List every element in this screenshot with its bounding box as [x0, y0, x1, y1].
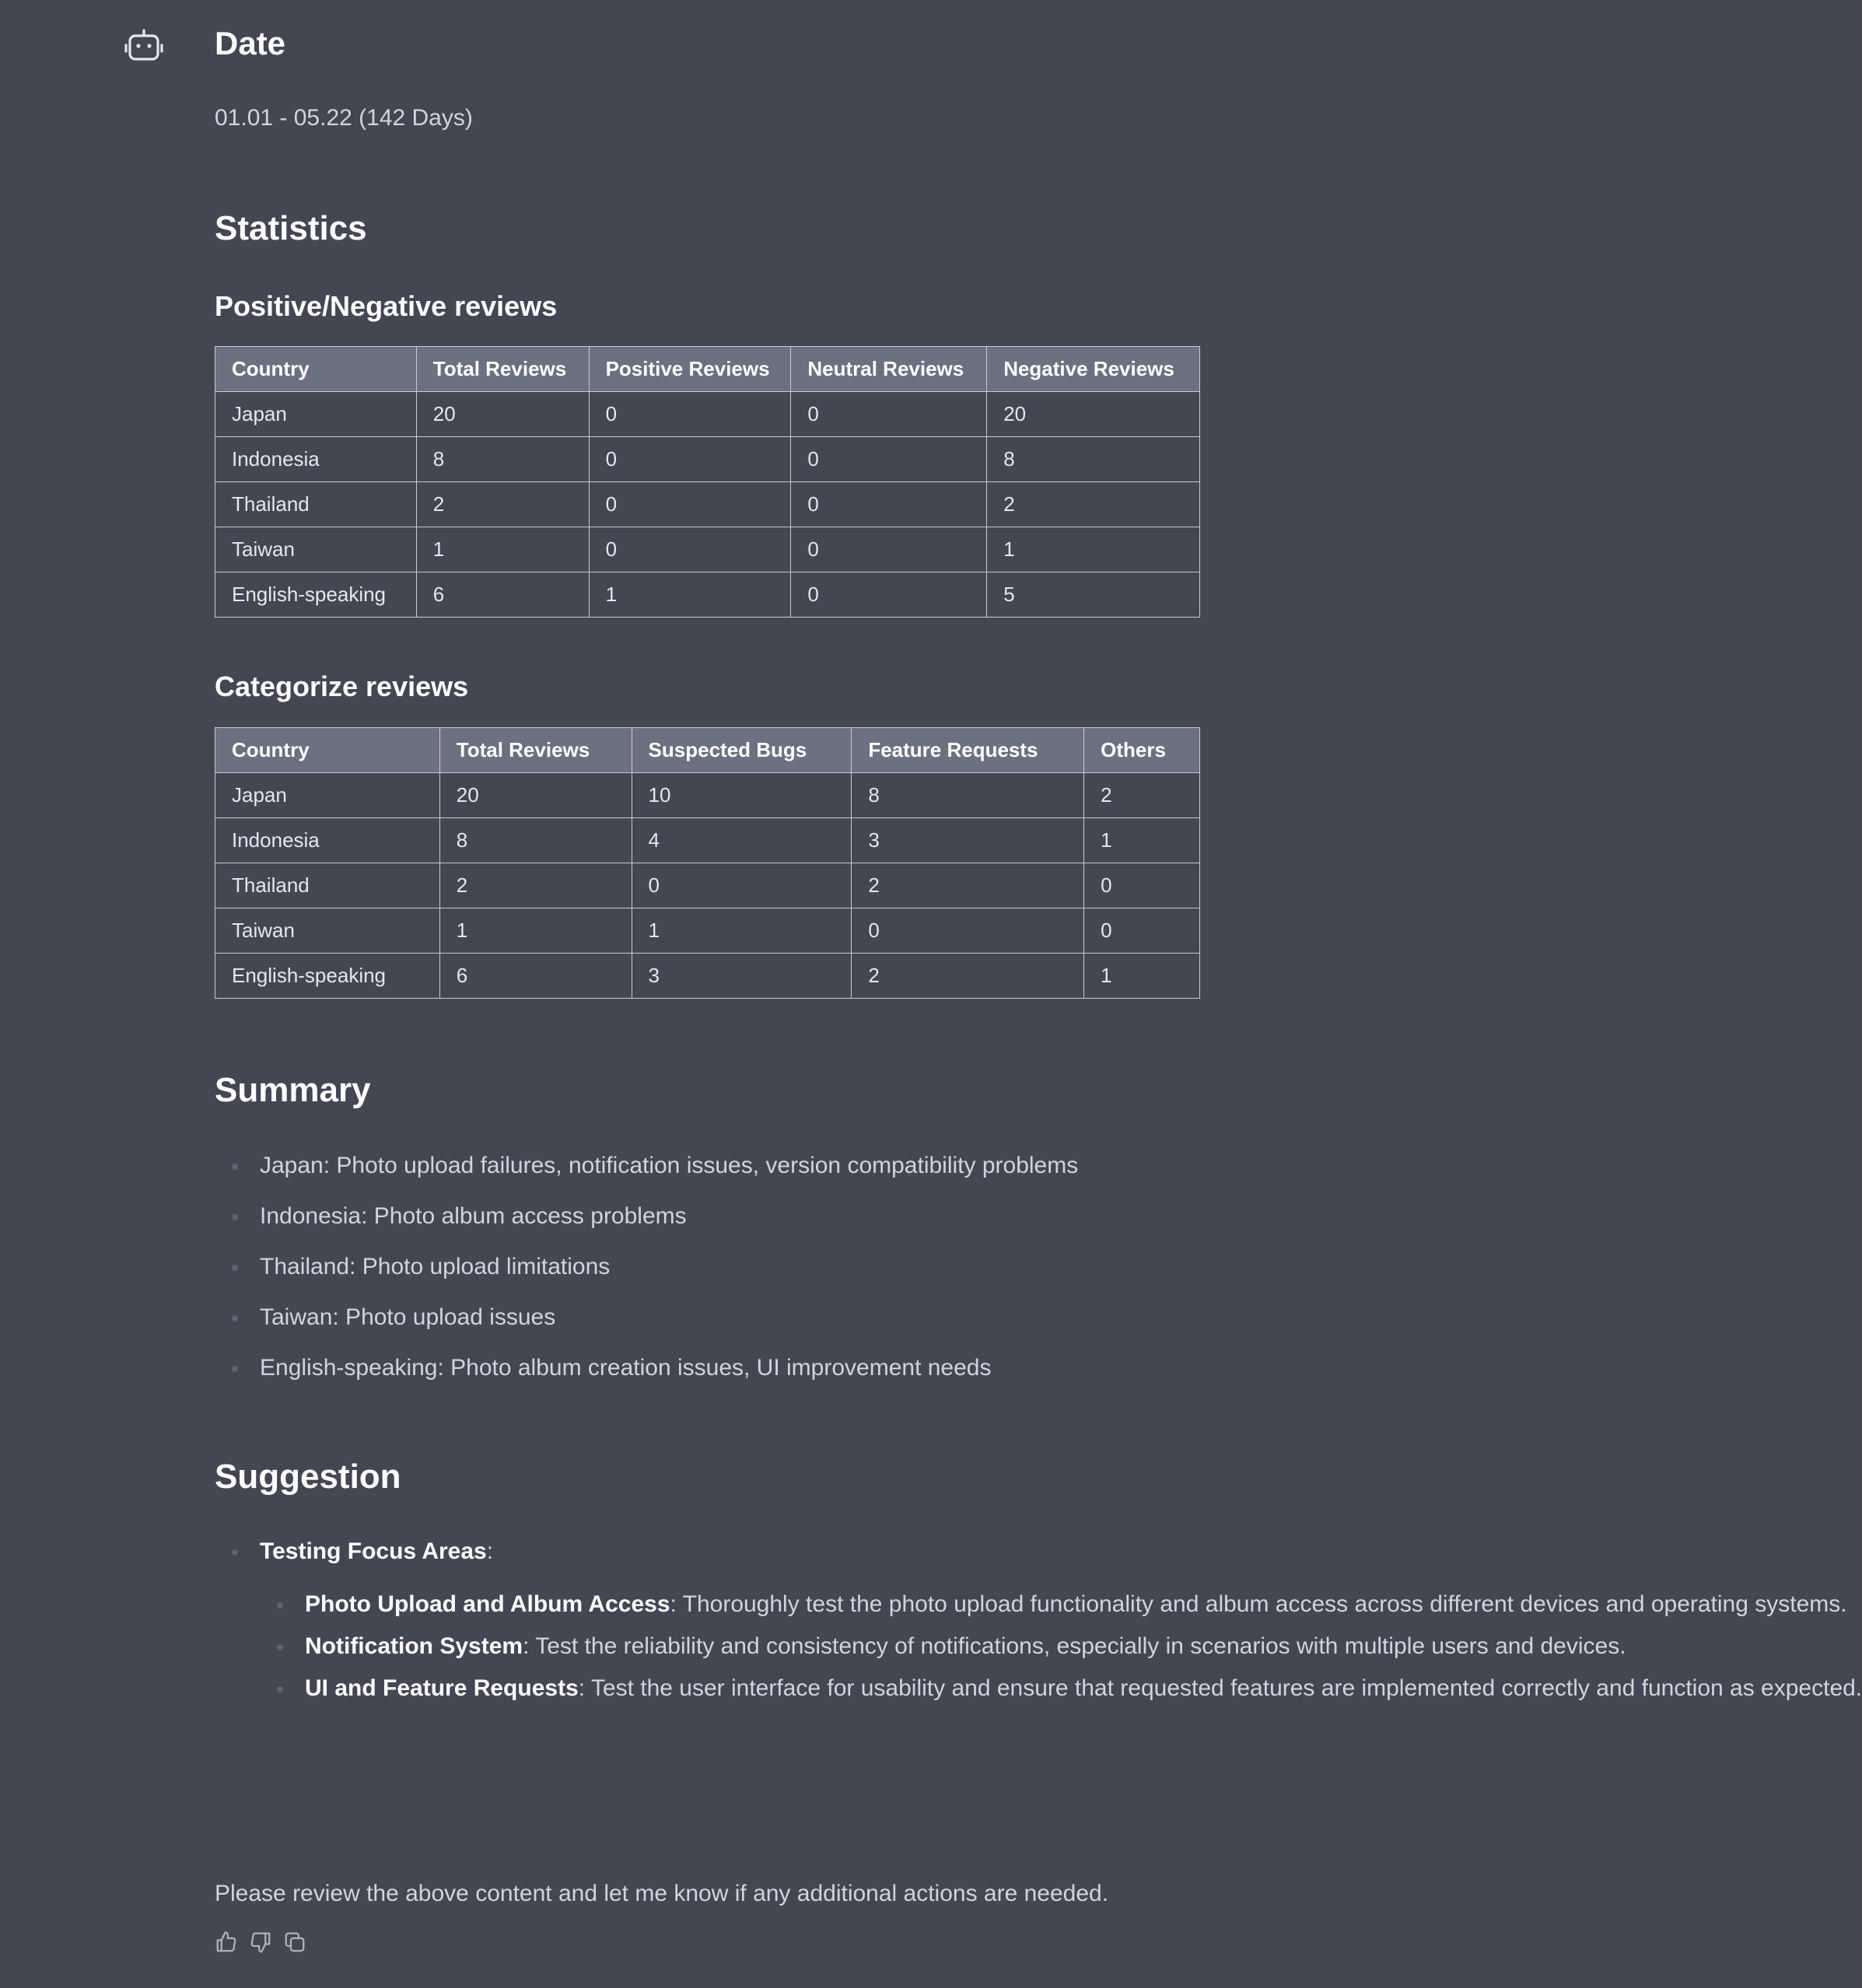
list-item: [215, 1536, 1862, 1704]
focus-item-text: : Thoroughly test the photo upload functionality and album access across different devices and operating systems.: [670, 1591, 1847, 1617]
list-item: [260, 1589, 1847, 1620]
focus-item-label: Notification System: [305, 1633, 523, 1659]
sentiment-table: [215, 346, 1200, 618]
table-cell: 3: [852, 818, 1084, 863]
table-cell: 3: [632, 954, 852, 999]
table-row: [215, 863, 1200, 908]
table-cell: Taiwan: [215, 527, 417, 572]
table-cell: 20: [416, 392, 589, 437]
list-item: [260, 1631, 1626, 1662]
table-cell: 0: [589, 392, 791, 437]
suggestion-list: [215, 1536, 1862, 1715]
table-row: [215, 482, 1200, 527]
focus-item-label: UI and Feature Requests: [305, 1675, 579, 1701]
table-cell: 1: [1084, 954, 1200, 999]
copy-icon[interactable]: [283, 1930, 306, 1954]
table-cell: 6: [439, 954, 632, 999]
table-cell: 0: [791, 482, 987, 527]
table-cell: 8: [852, 773, 1084, 818]
column-header: Feature Requests: [852, 728, 1084, 773]
table-cell: English-speaking: [215, 572, 417, 618]
table-cell: Thailand: [215, 863, 440, 908]
table-cell: 20: [439, 773, 632, 818]
column-header: Others: [1084, 728, 1200, 773]
table-cell: 8: [439, 818, 632, 863]
table-cell: 2: [1084, 773, 1200, 818]
table-cell: 5: [987, 572, 1200, 618]
table-cell: Taiwan: [215, 908, 440, 954]
focus-areas-colon: :: [486, 1538, 494, 1564]
table-cell: 0: [1084, 863, 1200, 908]
table-row: [215, 392, 1200, 437]
table-cell: 0: [589, 527, 791, 572]
column-header: Country: [215, 347, 417, 392]
table-cell: Japan: [215, 392, 417, 437]
table-cell: 2: [852, 954, 1084, 999]
table-cell: 4: [632, 818, 852, 863]
date-range: 01.01 - 05.22 (142 Days): [215, 105, 473, 131]
table-cell: 1: [589, 572, 791, 618]
table-cell: 0: [1084, 908, 1200, 954]
focus-item-text: : Test the user interface for usability and ensure that requested features are implemented correctly and function as expected.: [578, 1675, 1862, 1701]
categories-table: [215, 727, 1200, 999]
table-row: [215, 527, 1200, 572]
focus-areas-label: Testing Focus Areas: [260, 1538, 487, 1564]
robot-icon: [124, 28, 163, 62]
list-item: English-speaking: Photo album creation issues, UI improvement needs: [215, 1353, 1202, 1384]
table-cell: 0: [589, 482, 791, 527]
column-header: Country: [215, 728, 440, 773]
table-cell: 1: [1084, 818, 1200, 863]
list-item: Taiwan: Photo upload issues: [215, 1302, 1202, 1333]
focus-areas-list: [260, 1589, 1862, 1704]
column-header: Positive Reviews: [589, 347, 791, 392]
table-cell: 6: [416, 572, 589, 618]
column-header: Negative Reviews: [987, 347, 1200, 392]
table-cell: 8: [416, 437, 589, 482]
table-cell: 1: [987, 527, 1200, 572]
closing-message: Please review the above content and let me know if any additional actions are needed.: [215, 1881, 1109, 1906]
column-header: Suspected Bugs: [632, 728, 852, 773]
summary-list: [215, 1150, 1202, 1403]
message-actions: [215, 1930, 306, 1954]
table-header-row: [215, 728, 1200, 773]
table-cell: 2: [439, 863, 632, 908]
table-row: [215, 437, 1200, 482]
table-cell: 2: [416, 482, 589, 527]
table-cell: 20: [987, 392, 1200, 437]
table-cell: 0: [791, 527, 987, 572]
table-row: [215, 818, 1200, 863]
suggestion-heading: Suggestion: [215, 1458, 401, 1496]
table-cell: 0: [791, 572, 987, 618]
table-cell: 2: [987, 482, 1200, 527]
categories-heading: Categorize reviews: [215, 670, 469, 702]
summary-heading: Summary: [215, 1071, 371, 1109]
table-row: [215, 773, 1200, 818]
table-cell: 0: [852, 908, 1084, 954]
table-cell: English-speaking: [215, 954, 440, 999]
list-item: Thailand: Photo upload limitations: [215, 1251, 1202, 1283]
table-cell: 1: [416, 527, 589, 572]
list-item: [260, 1673, 1862, 1704]
table-cell: Thailand: [215, 482, 417, 527]
table-cell: 8: [987, 437, 1200, 482]
table-cell: 0: [791, 437, 987, 482]
table-header-row: [215, 347, 1200, 392]
column-header: Neutral Reviews: [791, 347, 987, 392]
list-item: Indonesia: Photo album access problems: [215, 1201, 1202, 1232]
sentiment-heading: Positive/Negative reviews: [215, 290, 558, 322]
table-cell: 10: [632, 773, 852, 818]
thumbs-up-icon[interactable]: [215, 1930, 238, 1954]
thumbs-down-icon[interactable]: [249, 1930, 272, 1954]
table-cell: Indonesia: [215, 437, 417, 482]
statistics-heading: Statistics: [215, 209, 367, 247]
column-header: Total Reviews: [416, 347, 589, 392]
date-heading: Date: [215, 25, 286, 61]
table-cell: 0: [632, 863, 852, 908]
table-cell: 2: [852, 863, 1084, 908]
focus-item-text: : Test the reliability and consistency of notifications, especially in scenarios with multiple users and devices.: [523, 1633, 1626, 1659]
table-row: [215, 954, 1200, 999]
table-cell: Japan: [215, 773, 440, 818]
focus-item-label: Photo Upload and Album Access: [305, 1591, 670, 1617]
list-item: Japan: Photo upload failures, notification issues, version compatibility problems: [215, 1150, 1202, 1181]
table-row: [215, 572, 1200, 618]
column-header: Total Reviews: [439, 728, 632, 773]
table-cell: 0: [589, 437, 791, 482]
table-cell: 1: [439, 908, 632, 954]
table-cell: 1: [632, 908, 852, 954]
table-cell: 0: [791, 392, 987, 437]
table-cell: Indonesia: [215, 818, 440, 863]
table-row: [215, 908, 1200, 954]
